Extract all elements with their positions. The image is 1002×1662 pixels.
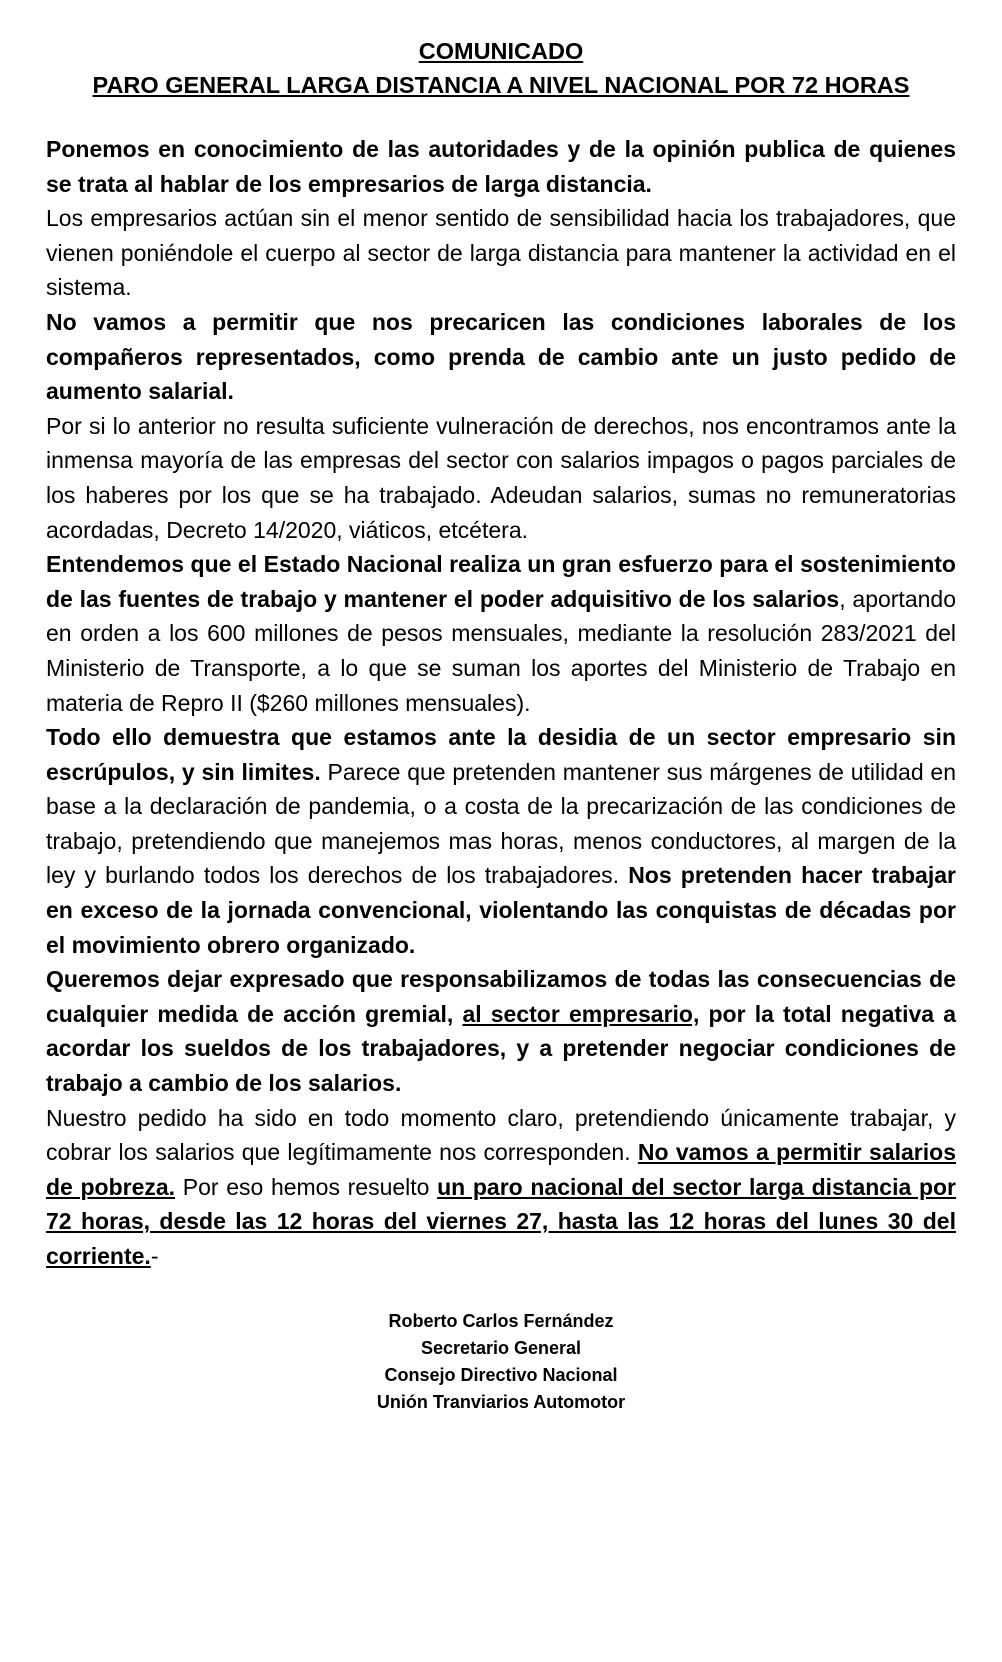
document-title: COMUNICADO: [418, 38, 584, 64]
document-body: [46, 132, 956, 1274]
paragraph-8-underline-2: un paro nacional del sector larga distancia por 72 horas, desde las 12 horas del viernes 27, hasta las 12 horas del lunes 30 del corriente.: [46, 1173, 956, 1269]
paragraph-7-a: Queremos dejar expresado que responsabilizamos de todas las consecuencias de cualquier medida de acción gremial,: [46, 966, 956, 1027]
paragraph-6-bold-2: Nos pretenden hacer trabajar en exceso de la jornada convencional, violentando las conquistas de décadas por el movimiento obrero organizado.: [46, 862, 956, 958]
paragraph-8: [46, 1101, 956, 1274]
document-subtitle: PARO GENERAL LARGA DISTANCIA A NIVEL NACIONAL POR 72 HORAS: [92, 72, 910, 98]
signature-name: Roberto Carlos Fernández: [388, 1310, 614, 1331]
paragraph-5-bold: Entendemos que el Estado Nacional realiza un gran esfuerzo para el sostenimiento de las fuentes de trabajo y mantener el poder adquisitivo de los salarios: [46, 551, 956, 612]
signature-union: Unión Tranviarios Automotor: [376, 1391, 626, 1412]
paragraph-8-a: Nuestro pedido ha sido en todo momento claro, pretendiendo únicamente trabajar, y cobrar los salarios que legítimamente nos corresponden.: [46, 1104, 956, 1166]
signature-council: Consejo Directivo Nacional: [384, 1364, 618, 1385]
paragraph-7-underline: al sector empresario,: [462, 1000, 700, 1027]
paragraph-4: Por si lo anterior no resulta suficiente vulneración de derechos, nos encontramos ante la inmensa mayoría de las empresas del sector con salarios impagos o pagos parciales de los haberes por los que se ha trabajado. Adeudan salarios, sumas no remuneratorias acordadas, Decreto 14/2020, viáticos, etcétera.: [46, 412, 956, 543]
paragraph-2: Los empresarios actúan sin el menor sentido de sensibilidad hacia los trabajadores, que vienen poniéndole el cuerpo al sector de larga distancia para mantener la actividad en el sistema.: [46, 205, 956, 301]
paragraph-1: Ponemos en conocimiento de las autoridades y de la opinión publica de quienes se trata al hablar de los empresarios de larga distancia.: [46, 136, 956, 197]
paragraph-3: No vamos a permitir que nos precaricen las condiciones laborales de los compañeros representados, como prenda de cambio ante un justo pedido de aumento salarial.: [46, 308, 956, 405]
paragraph-7: [46, 962, 956, 1100]
paragraph-6-bold-1: Todo ello demuestra que estamos ante la desidia de un sector empresario sin escrúpulos, y sin limites.: [46, 724, 956, 785]
paragraph-8-end: -: [150, 1243, 159, 1269]
paragraph-8-underline-1: No vamos a permitir salarios de pobreza.: [46, 1139, 956, 1200]
paragraph-5-rest: , aportando en orden a los 600 millones de pesos mensuales, mediante la resolución 283/2021 del Ministerio de Transporte, a lo que se suman los aportes del Ministerio de Trabajo en materia de Repro II ($260 millones mensuales).: [46, 585, 956, 716]
paragraph-8-b: Por eso hemos resuelto: [175, 1173, 438, 1200]
paragraph-6: [46, 720, 956, 962]
paragraph-6-rest: Parece que pretenden mantener sus márgenes de utilidad en base a la declaración de pandemia, o a costa de la precarización de las condiciones de trabajo, pretendiendo que manejemos mas horas, menos conductores, al margen de la ley y burlando todos los derechos de los trabajadores.: [46, 758, 956, 889]
signature-block: [46, 1308, 956, 1416]
document-header: [46, 34, 956, 102]
paragraph-5: [46, 547, 956, 720]
signature-role: Secretario General: [420, 1337, 582, 1358]
paragraph-7-b: por la total negativa a acordar los sueldos de los trabajadores, y a pretender negociar condiciones de trabajo a cambio de los salarios.: [46, 1000, 956, 1097]
